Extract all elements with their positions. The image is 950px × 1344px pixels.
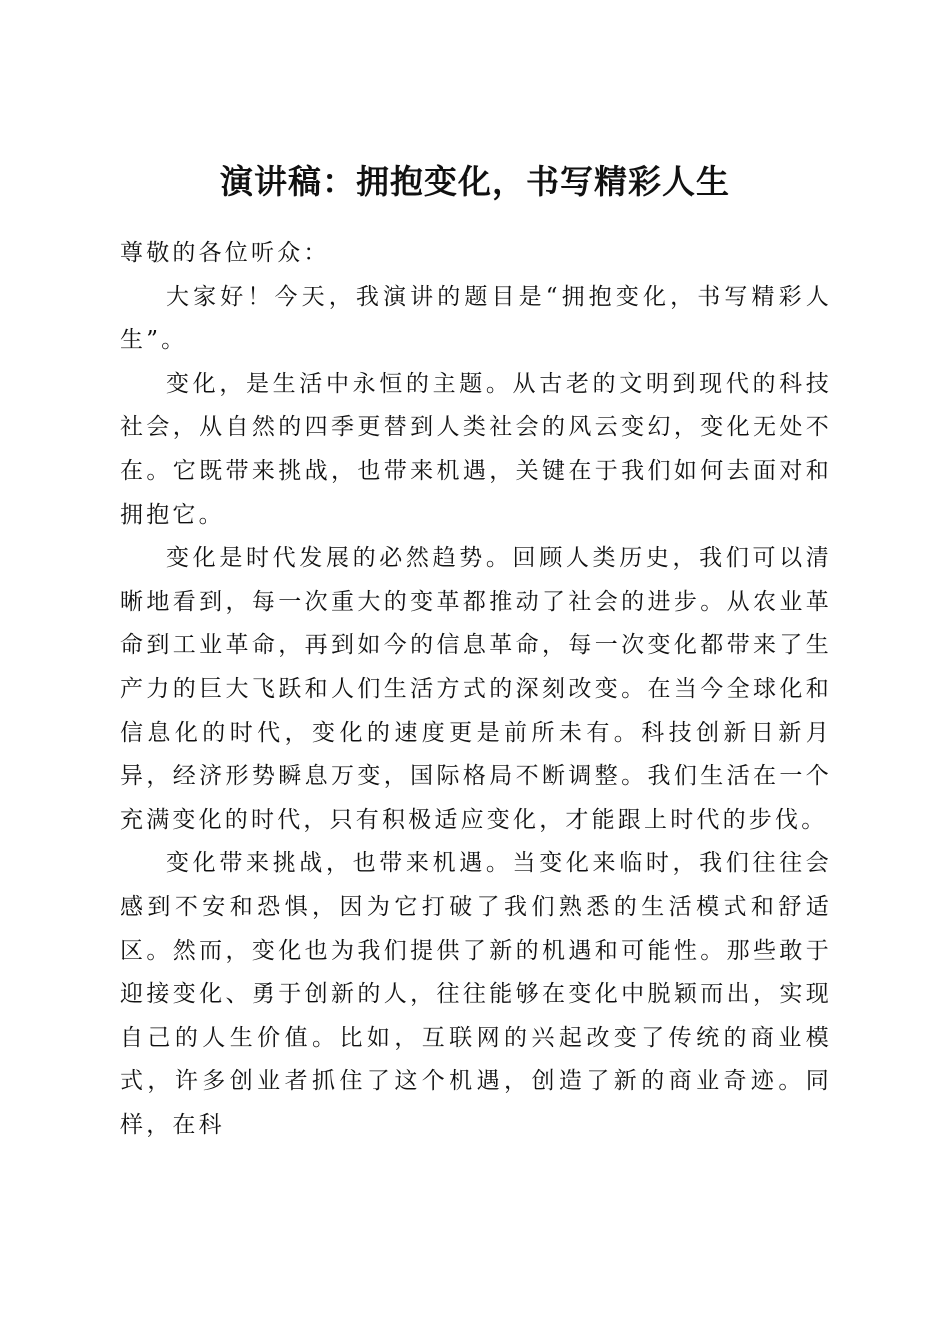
document-title: 演讲稿：拥抱变化，书写精彩人生 [220,162,730,202]
paragraph-greeting: 大家好！今天，我演讲的题目是“拥抱变化，书写精彩人生”。 [120,283,832,354]
document-body [120,232,832,1147]
paragraph-change-opportunity: 变化带来挑战，也带来机遇。当变化来临时，我们往往会感到不安和恐惧，因为它打破了我们熟悉的生活模式和舒适区。然而，变化也为我们提供了新的机遇和可能性。那些敢于迎接变化、勇于创新的人，往往能够在变化中脱颖而出，实现自己的人生价值。比如，互联网的兴起改变了传统的商业模式，许多创业者抓住了这个机遇，创造了新的商业奇迹。同样，在科 [120,850,832,1138]
paragraph-change-theme: 变化，是生活中永恒的主题。从古老的文明到现代的科技社会，从自然的四季更替到人类社会的风云变幻，变化无处不在。它既带来挑战，也带来机遇，关键在于我们如何去面对和拥抱它。 [120,370,832,528]
salutation: 尊敬的各位听众： [120,240,330,266]
paragraph-change-trend: 变化是时代发展的必然趋势。回顾人类历史，我们可以清晰地看到，每一次重大的变革都推动了社会的进步。从农业革命到工业革命，再到如今的信息革命，每一次变化都带来了生产力的巨大飞跃和人们生活方式的深刻改变。在当今全球化和信息化的时代，变化的速度更是前所未有。科技创新日新月异，经济形势瞬息万变，国际格局不断调整。我们生活在一个充满变化的时代，只有积极适应变化，才能跟上时代的步伐。 [120,545,832,833]
